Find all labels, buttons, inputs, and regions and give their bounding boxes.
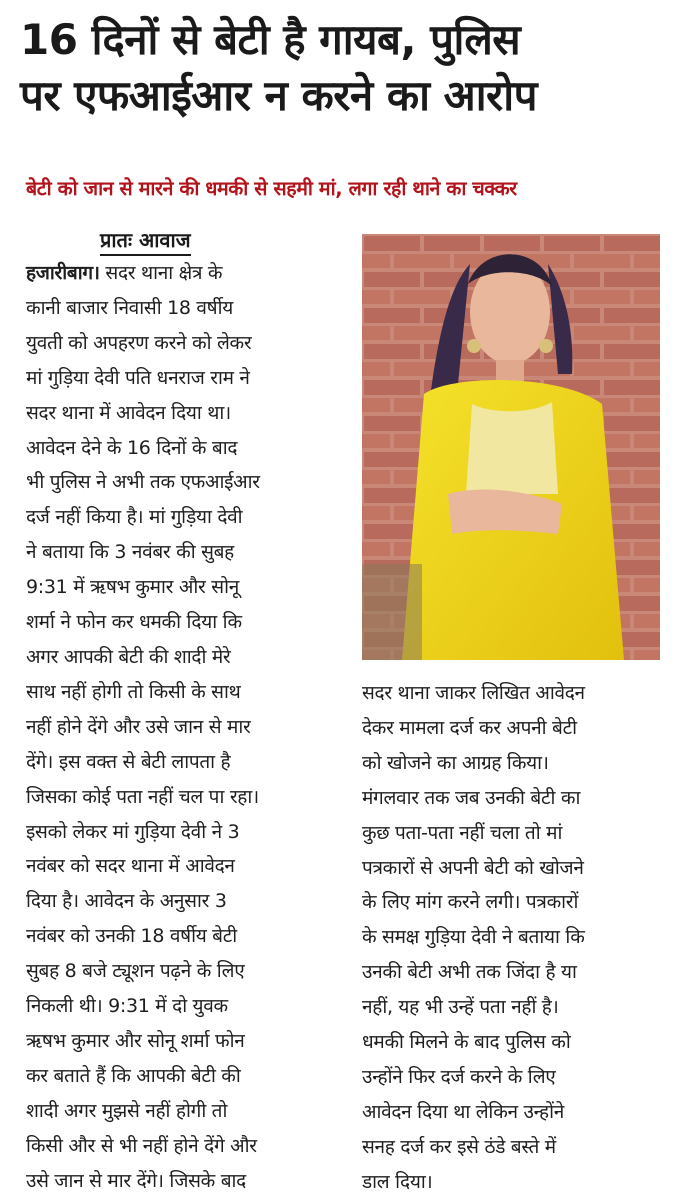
- text-line: कुछ पता-पता नहीं चला तो मां: [362, 821, 563, 844]
- dateline: हजारीबाग।: [26, 262, 100, 284]
- text-line: सदर थाना जाकर लिखित आवेदन: [362, 682, 585, 704]
- ground-shadow: [362, 564, 422, 660]
- headline-line-2: पर एफआईआर न करने का आरोप: [20, 71, 537, 120]
- embroidered-top: [466, 402, 558, 494]
- text-line: किसी और से भी नहीं होने देंगे और: [26, 1134, 257, 1157]
- text-line: धमकी मिलने के बाद पुलिस को: [362, 1031, 571, 1054]
- text-line: कर बताते हैं कि आपकी बेटी की: [26, 1064, 241, 1087]
- text-line: के लिए मांग करने लगी। पत्रकारों: [362, 891, 579, 914]
- left-column-body: [26, 262, 260, 1192]
- left-column: [26, 256, 348, 1198]
- text-line: नवंबर को सदर थाना में आवेदन: [26, 855, 235, 878]
- text-line: सदर थाना क्षेत्र के: [99, 262, 223, 284]
- text-line: पत्रकारों से अपनी बेटी को खोजने: [362, 856, 584, 879]
- text-line: 9:31 में ऋषभ कुमार और सोनू: [26, 576, 239, 599]
- text-line: शादी अगर मुझसे नहीं होगी तो: [26, 1099, 228, 1122]
- headline: [20, 12, 670, 124]
- text-line: नवंबर को उनकी 18 वर्षीय बेटी: [26, 925, 237, 948]
- text-line: दर्ज नहीं किया है। मां गुड़िया देवी: [26, 506, 243, 529]
- text-line: सदर थाना में आवेदन दिया था।: [26, 401, 231, 424]
- text-line: के समक्ष गुड़िया देवी ने बताया कि: [362, 926, 585, 949]
- text-line: दिया है। आवेदन के अनुसार 3: [26, 890, 227, 913]
- text-line: आवेदन देने के 16 दिनों के बाद: [26, 436, 238, 459]
- text-line: उन्होंने फिर दर्ज करने के लिए: [362, 1065, 556, 1088]
- subheadline: बेटी को जान से मारने की धमकी से सहमी मां, लगा रही थाने का चक्कर: [26, 177, 517, 200]
- text-line: शर्मा ने फोन कर धमकी दिया कि: [26, 611, 242, 634]
- photo-illustration: [362, 234, 660, 660]
- photo-missing-girl: [362, 234, 660, 660]
- text-line: नहीं, यह भी उन्हें पता नहीं है।: [362, 996, 559, 1019]
- earring-left: [467, 339, 481, 353]
- text-line: भी पुलिस ने अभी तक एफआईआर: [26, 471, 260, 494]
- text-line: ऋषभ कुमार और सोनू शर्मा फोन: [26, 1029, 245, 1052]
- text-line: ने बताया कि 3 नवंबर की सुबह: [26, 541, 234, 564]
- byline: प्रातः आवाज: [100, 226, 191, 256]
- text-line: नहीं होने देंगे और उसे जान से मार: [26, 715, 251, 738]
- text-line: कानी बाजार निवासी 18 वर्षीय: [26, 296, 233, 319]
- text-line: मां गुड़िया देवी पति धनराज राम ने: [26, 366, 250, 389]
- text-line: मंगलवार तक जब उनकी बेटी का: [362, 786, 581, 809]
- text-line: इसको लेकर मां गुड़िया देवी ने 3: [26, 820, 240, 843]
- text-line: उनकी बेटी अभी तक जिंदा है या: [362, 961, 577, 984]
- text-line: को खोजने का आग्रह किया।: [362, 751, 549, 774]
- text-line: सनह दर्ज कर इसे ठंडे बस्ते में: [362, 1135, 556, 1158]
- text-line: जिसका कोई पता नहीं चल पा रहा।: [26, 785, 259, 808]
- headline-line-1: 16 दिनों से बेटी है गायब, पुलिस: [20, 15, 521, 64]
- text-line: युवती को अपहरण करने को लेकर: [26, 331, 252, 354]
- text-line: अगर आपकी बेटी की शादी मेरे: [26, 645, 231, 668]
- text-line: उसे जान से मार देंगे। जिसके बाद: [26, 1169, 246, 1192]
- earring-right: [539, 339, 553, 353]
- text-line: देकर मामला दर्ज कर अपनी बेटी: [362, 716, 577, 739]
- text-line: आवेदन दिया था लेकिन उन्होंने: [362, 1100, 564, 1123]
- text-line: साथ नहीं होगी तो किसी के साथ: [26, 680, 241, 703]
- text-line: देंगे। इस वक्त से बेटी लापता है: [26, 750, 231, 773]
- text-line: निकली थी। 9:31 में दो युवक: [26, 995, 228, 1018]
- text-line: सुबह 8 बजे ट्यूशन पढ़ने के लिए: [26, 960, 245, 983]
- text-line: डाल दिया।: [362, 1170, 433, 1193]
- right-column: [362, 676, 666, 1200]
